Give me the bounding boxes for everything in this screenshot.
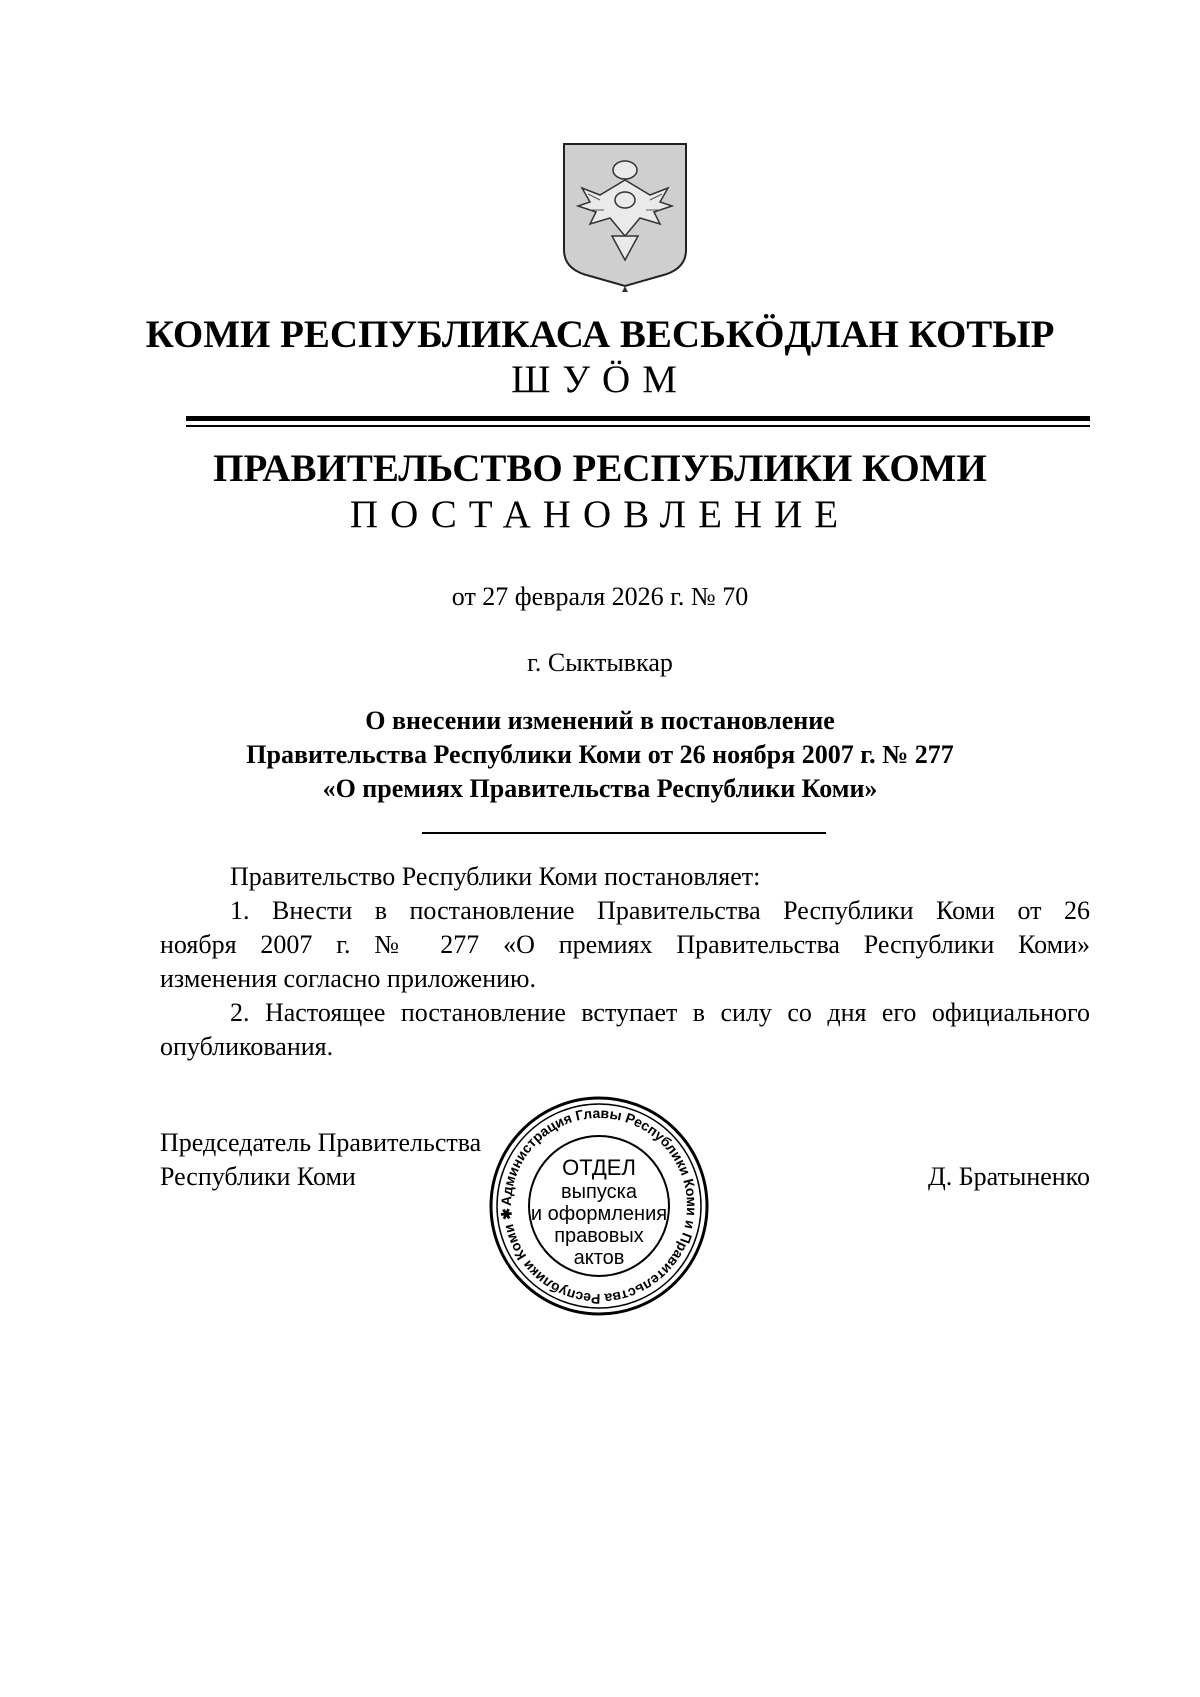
clause-1-line-1: 1. Внести в постановление Правительства Республики Коми от 26 — [230, 896, 1090, 925]
clause-1-line-2: ноября 2007 г. № 277 «О премиях Правительства Республики Коми» — [160, 930, 1090, 959]
official-stamp — [486, 1093, 712, 1319]
stamp-line-2: выпуска — [561, 1181, 637, 1203]
subject-line-1: О внесении изменений в постановление — [365, 706, 835, 735]
subject-line-2: Правительства Республики Коми от 26 ноября 2007 г. № 277 — [246, 740, 954, 769]
body-intro: Правительство Республики Коми постановляет: — [230, 862, 761, 891]
stamp-line-1: ОТДЕЛ — [562, 1155, 636, 1180]
signatory-position-line-1: Председатель Правительства — [160, 1128, 482, 1157]
date-and-number: от 27 февраля 2026 г. № 70 — [451, 582, 749, 611]
signatory-name: Д. Братыненко — [927, 1162, 1090, 1191]
stamp-line-5: актов — [573, 1247, 625, 1269]
org-name-russian: ПРАВИТЕЛЬСТВО РЕСПУБЛИКИ КОМИ — [213, 447, 987, 490]
doc-type-russian: ПОСТАНОВЛЕНИЕ — [349, 493, 851, 536]
signatory-position-line-2: Республики Коми — [160, 1162, 356, 1191]
header-rule-thick — [186, 416, 1090, 421]
subject-line-3: «О премиях Правительства Республики Коми» — [322, 774, 878, 803]
stamp-ring-text: Администрация Главы Республики Коми и Правительства Республики Коми ✱ — [497, 1104, 701, 1308]
clause-2-line-2: опубликования. — [160, 1032, 334, 1061]
clause-2-line-1: 2. Настоящее постановление вступает в силу со дня его официального — [230, 998, 1090, 1027]
org-name-komi: КОМИ РЕСПУБЛИКАСА ВЕСЬКÖДЛАН КОТЫР — [145, 313, 1055, 356]
clause-1-line-3: изменения согласно приложению. — [160, 964, 536, 993]
doc-type-komi: ШУÖМ — [511, 358, 689, 401]
subject-underline — [422, 832, 826, 834]
stamp-line-3: и оформления — [530, 1203, 668, 1225]
coat-of-arms-emblem — [560, 140, 690, 292]
city: г. Сыктывкар — [527, 648, 673, 677]
stamp-line-4: правовых — [554, 1225, 644, 1247]
header-rule-thin — [186, 425, 1090, 427]
